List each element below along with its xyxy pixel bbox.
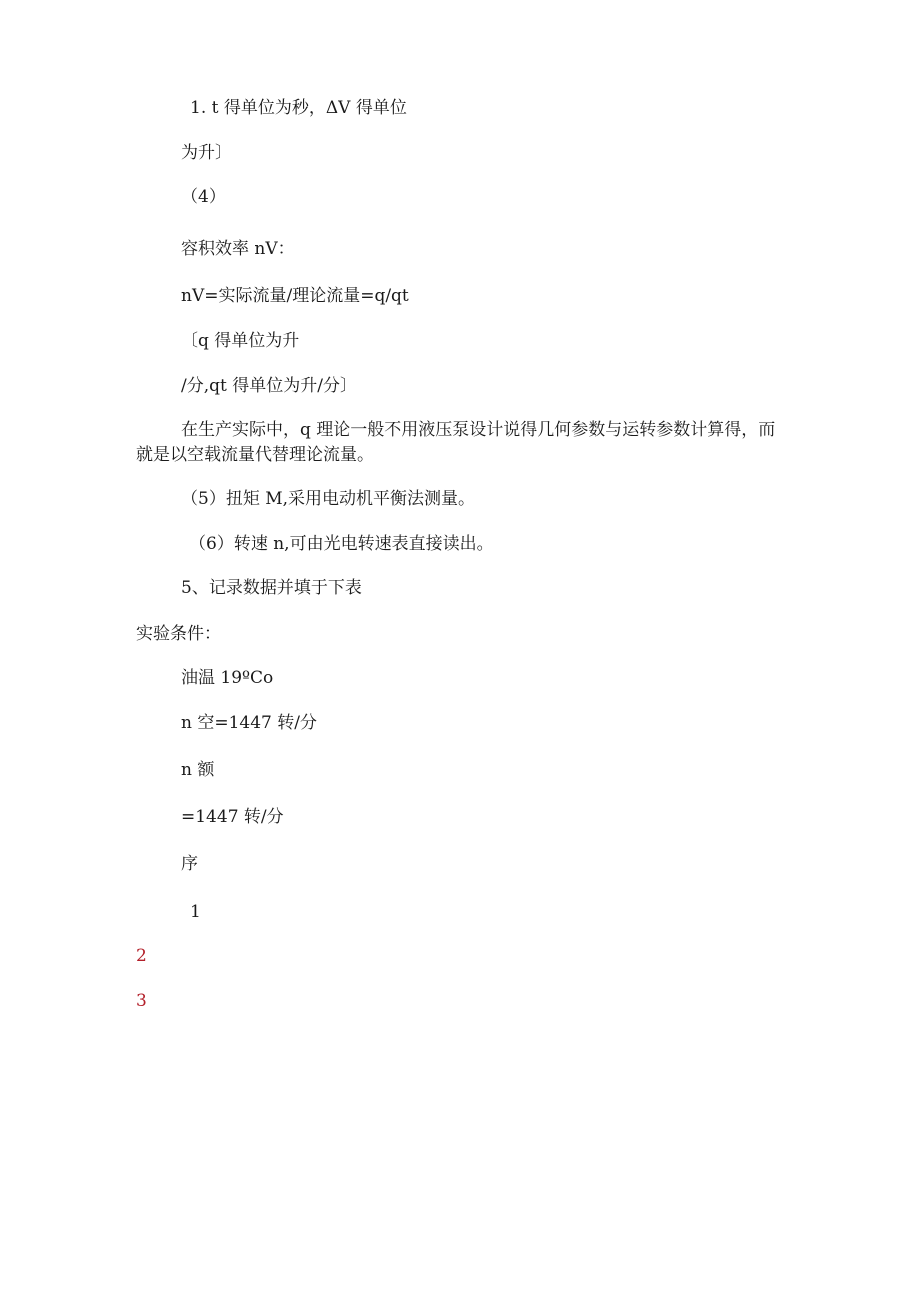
formula-volumetric-efficiency: nV=实际流量/理论流量=q/qt xyxy=(181,286,409,306)
text-line-qt-unit: /分,qt 得单位为升/分〕 xyxy=(181,376,357,396)
table-row-number-1: 1 xyxy=(190,902,201,922)
section-number-4: （4） xyxy=(181,187,226,207)
text-line-volumetric-efficiency: 容积效率 nV： xyxy=(181,239,295,259)
heading-experiment-conditions: 实验条件： xyxy=(136,624,221,644)
text-line-oil-temperature: 油温 19ºCo xyxy=(181,668,274,688)
text-line-time-unit: 1. t 得单位为秒，ΔV 得单位 xyxy=(190,98,407,118)
text-line-n-rated-value: =1447 转/分 xyxy=(181,807,284,827)
table-header-sequence: 序 xyxy=(181,854,198,874)
table-row-number-3: 3 xyxy=(136,991,147,1011)
section-record-data: 5、记录数据并填于下表 xyxy=(181,578,362,598)
section-torque: （5）扭矩 M,采用电动机平衡法测量。 xyxy=(181,489,476,509)
text-line-unit-liter: 为升〕 xyxy=(181,143,232,163)
section-rotational-speed: （6）转速 n,可由光电转速表直接读出。 xyxy=(189,534,494,554)
paragraph-theoretical-flow: 在生产实际中，q 理论一般不用液压泵设计说得几何参数与运转参数计算得，而就是以空载流量代替理论流量。 xyxy=(136,420,776,465)
text-line-q-unit: 〔q 得单位为升 xyxy=(181,331,300,351)
text-line-n-rated-label: n 额 xyxy=(181,760,215,780)
table-row-number-2: 2 xyxy=(136,946,147,966)
text-line-n-empty: n 空=1447 转/分 xyxy=(181,713,317,733)
